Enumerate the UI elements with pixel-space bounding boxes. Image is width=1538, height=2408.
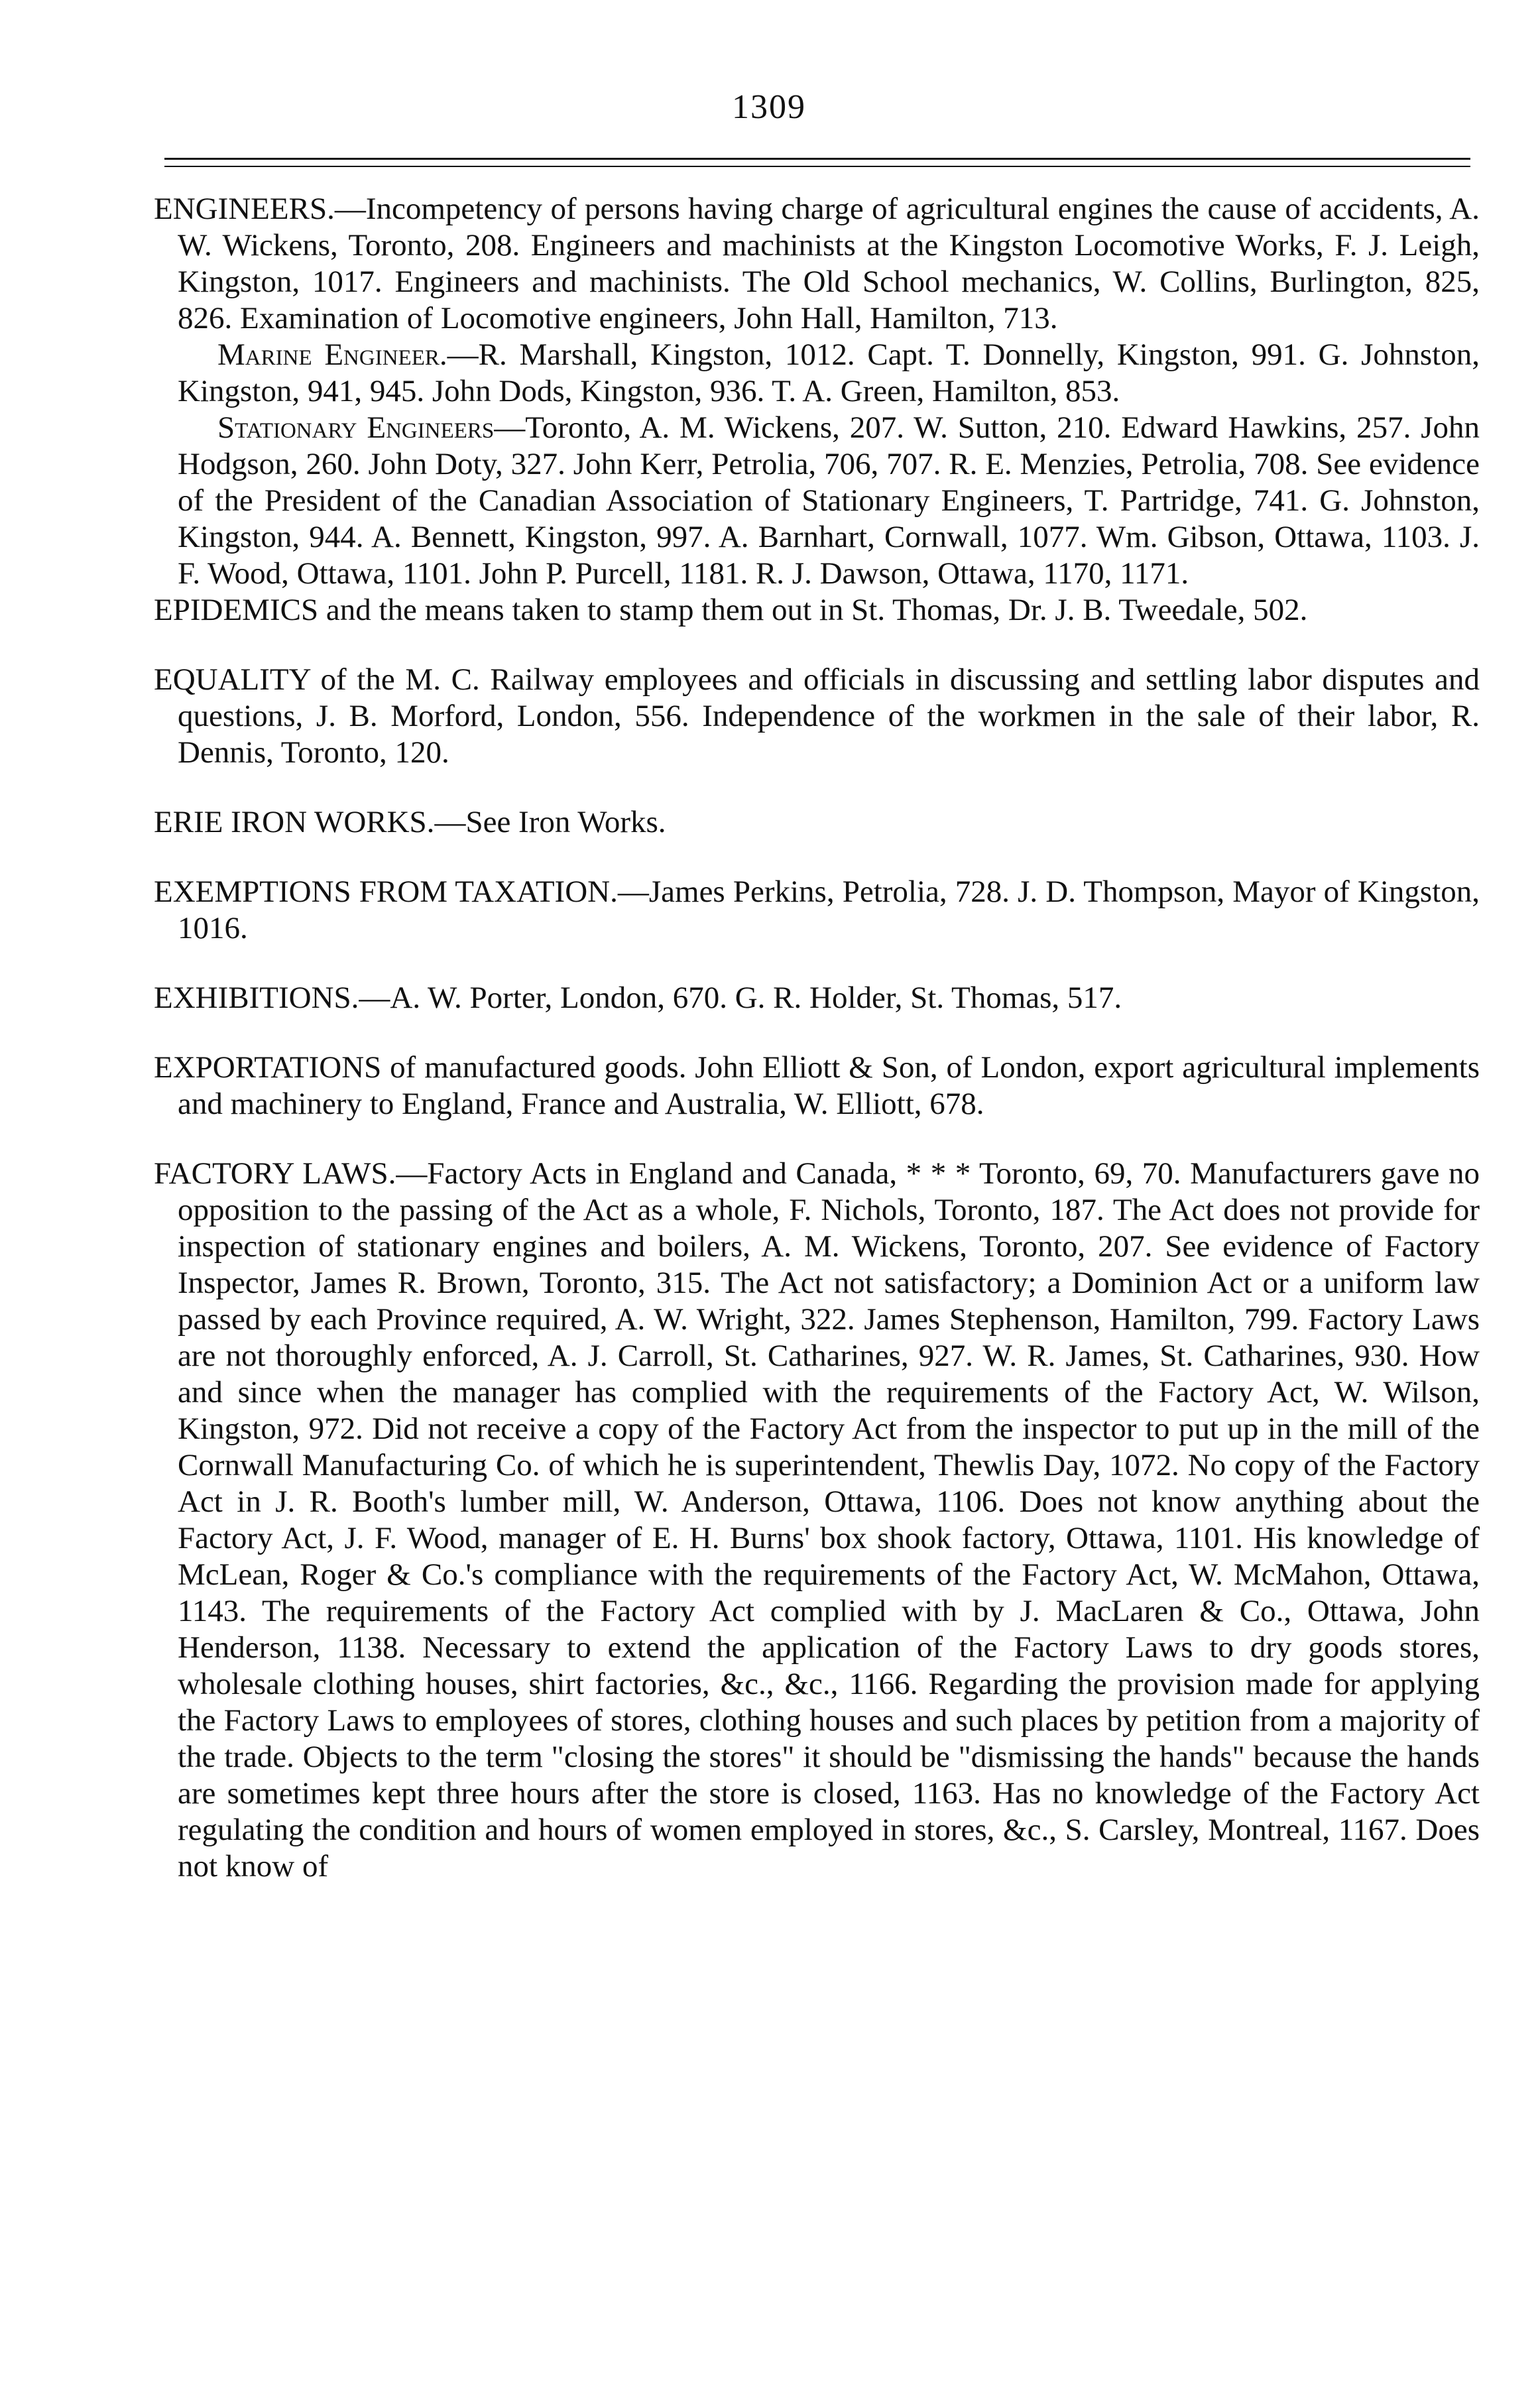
index-entry-erie-iron-works xyxy=(154,804,1480,841)
index-entry-exportations xyxy=(154,1050,1480,1122)
entry-heading: EQUALITY xyxy=(154,662,310,697)
entry-text: —A. W. Porter, London, 670. G. R. Holder, St. Thomas, 517. xyxy=(359,981,1122,1015)
header-rule-thin xyxy=(164,166,1470,167)
entry-text: —See Iron Works. xyxy=(434,805,666,839)
index-entries xyxy=(154,191,1480,1885)
header-rule xyxy=(164,158,1470,160)
index-entry-exemptions xyxy=(154,874,1480,947)
sub-entry-stationary-engineers xyxy=(154,410,1480,592)
index-entry-epidemics xyxy=(154,592,1480,629)
page-number: 1309 xyxy=(732,88,806,126)
entry-heading: EXPORTATIONS xyxy=(154,1050,382,1085)
sub-entry-marine-engineer xyxy=(154,337,1480,410)
sub-entry-heading: Stationary Engineers xyxy=(217,410,495,445)
entry-heading: FACTORY LAWS. xyxy=(154,1156,396,1191)
index-entry-factory-laws xyxy=(154,1156,1480,1885)
entry-heading: ENGINEERS. xyxy=(154,192,335,226)
sub-entry-text: —R. Marshall, Kingston, 1012. Capt. T. Donnelly, Kingston, 991. G. Johnston, Kingston, 941, 945. John Dods, Kingston, 936. T. A. Green, Hamilton, 853. xyxy=(178,337,1480,408)
index-entry-equality xyxy=(154,662,1480,771)
sub-entry-heading: Marine Engineer. xyxy=(217,337,447,372)
entry-text: of manufactured goods. John Elliott & Son, of London, export agricultural implements and machinery to England, France and Australia, W. Elliott, 678. xyxy=(178,1050,1480,1121)
sub-entry-text: —Toronto, A. M. Wickens, 207. W. Sutton, 210. Edward Hawkins, 257. John Hodgson, 260. John Doty, 327. John Kerr, Petrolia, 706, 707. R. E. Menzies, Petrolia, 708. See evidence of the President of the Canadian Association of Stationary Engineers, T. Partridge, 741. G. Johnston, Kingston, 944. A. Bennett, Kingston, 997. A. Barnhart, Cornwall, 1077. Wm. Gibson, Ottawa, 1103. J. F. Wood, Ottawa, 1101. John P. Purcell, 1181. R. J. Dawson, Ottawa, 1170, 1171. xyxy=(178,410,1480,591)
entry-heading: EPIDEMICS xyxy=(154,593,319,627)
entry-heading: ERIE IRON WORKS. xyxy=(154,805,435,839)
entry-heading: EXHIBITIONS. xyxy=(154,981,359,1015)
entry-text: and the means taken to stamp them out in St. Thomas, Dr. J. B. Tweedale, 502. xyxy=(318,593,1308,627)
index-entry-engineers xyxy=(154,191,1480,337)
entry-text: —Factory Acts in England and Canada, * * * Toronto, 69, 70. Manufacturers gave no opposition to the passing of the Act as a whole, F. Nichols, Toronto, 187. The Act does not provide for inspection of stationary engines and boilers, A. M. Wickens, Toronto, 207. See evidence of Factory Inspector, James R. Brown, Toronto, 315. The Act not satisfactory; a Dominion Act or a uniform law passed by each Province required, A. W. Wright, 322. James Stephenson, Hamilton, 799. Factory Laws are not thoroughly enforced, A. J. Carroll, St. Catharines, 927. W. R. James, St. Catharines, 930. How and since when the manager has complied with the requirements of the Factory Act, W. Wilson, Kingston, 972. Did not receive a copy of the Factory Act from the inspector to put up in the mill of the Cornwall Manufacturing Co. of which he is superintendent, Thewlis Day, 1072. No copy of the Factory Act in J. R. Booth's lumber mill, W. Anderson, Ottawa, 1106. Does not know anything about the Factory Act, J. F. Wood, manager of E. H. Burns' box shook factory, Ottawa, 1101. His knowledge of McLean, Roger & Co.'s compliance with the requirements of the Factory Act, W. McMahon, Ottawa, 1143. The requirements of the Factory Act complied with by J. MacLaren & Co., Ottawa, John Henderson, 1138. Necessary to extend the application of the Factory Laws to dry goods stores, wholesale clothing houses, shirt factories, &c., &c., 1166. Regarding the provision made for applying the Factory Laws to employees of stores, clothing houses and such places by petition from a majority of the trade. Objects to the term "closing the stores" it should be "dismissing the hands" because the hands are sometimes kept three hours after the store is closed, 1163. Has no knowledge of the Factory Act regulating the condition and hours of women employed in stores, &c., S. Carsley, Montreal, 1167. Does not know of xyxy=(178,1156,1480,1884)
entry-text: —James Perkins, Petrolia, 728. J. D. Thompson, Mayor of Kingston, 1016. xyxy=(178,874,1480,945)
entry-text: —Incompetency of persons having charge of agricultural engines the cause of accidents, A. W. Wickens, Toronto, 208. Engineers and machinists at the Kingston Locomotive Works, F. J. Leigh, Kingston, 1017. Engineers and machinists. The Old School mechanics, W. Collins, Burlington, 825, 826. Examination of Locomotive engineers, John Hall, Hamilton, 713. xyxy=(178,192,1480,335)
entry-text: of the M. C. Railway employees and officials in discussing and settling labor disputes and questions, J. B. Morford, London, 556. Independence of the workmen in the sale of their labor, R. Dennis, Toronto, 120. xyxy=(178,662,1480,770)
index-entry-exhibitions xyxy=(154,980,1480,1016)
entry-heading: EXEMPTIONS FROM TAXATION. xyxy=(154,874,618,909)
